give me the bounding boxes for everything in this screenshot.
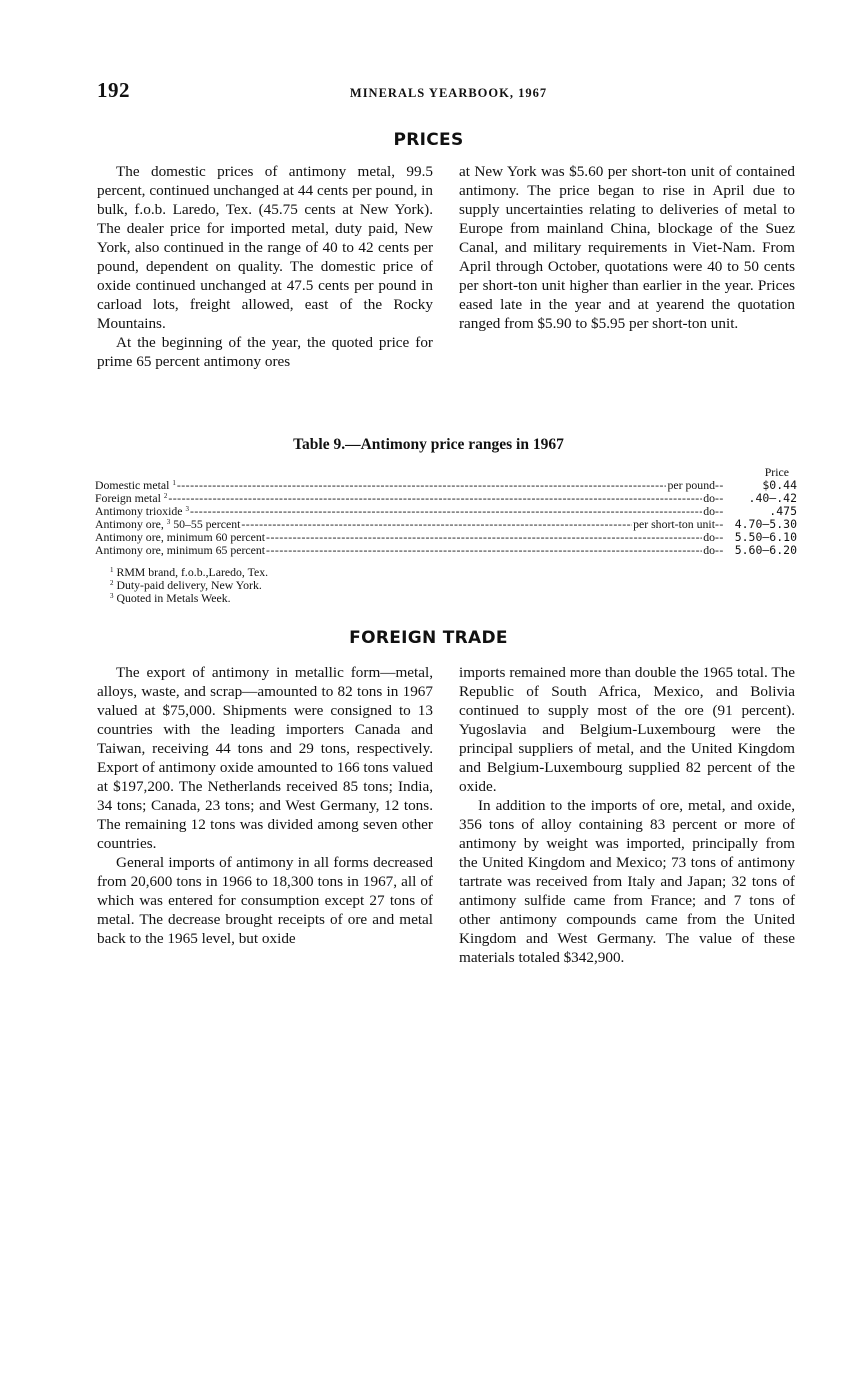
row-unit: per short-ton unit — [633, 516, 715, 531]
leader-dots — [715, 531, 723, 544]
foreign-trade-right-column — [459, 663, 795, 967]
row-unit: do — [703, 542, 715, 557]
paragraph: The domestic prices of antimony metal, 99.5 percent, continued unchanged at 44 cents per pound, in bulk, f.o.b. Laredo, Tex. (45.75 cents at New York). The dealer price for imported metal, duty paid, New York, also continued in the range of 40 to 42 cents per pound, dependent on quality. The domestic price of oxide continued unchanged at 47.5 cents per pound in carload lots, freight allowed, east of the Rocky Mountains. — [97, 163, 433, 332]
prices-heading: PRICES — [393, 130, 464, 150]
price-column-header: Price — [764, 465, 789, 479]
leader-dots — [715, 544, 723, 557]
paragraph: At the beginning of the year, the quoted price for prime 65 percent antimony ores — [97, 334, 433, 370]
foreign-trade-left-column — [97, 663, 433, 948]
leader-dots — [168, 492, 702, 505]
row-unit: per pound — [667, 478, 715, 492]
page-number: 192 — [97, 78, 130, 102]
row-label: Antimony ore, minimum 60 percent — [95, 529, 266, 544]
table-row — [95, 518, 797, 531]
row-unit: do — [703, 490, 715, 505]
paragraph: In addition to the imports of ore, metal, and oxide, 356 tons of alloy containing 83 percent or more of antimony by weight was imported, principally from the United Kingdom and Mexico; 73 tons of antimony tartrate was received from Italy and Japan; 32 tons of antimony sulfide came from France; and 7 tons of other antimony compounds came from the United Kingdom and West Germany. The value of these materials totaled $342,900. — [459, 797, 795, 966]
leader-dots — [715, 492, 723, 505]
leader-dots — [715, 505, 723, 518]
footnote-mark: 3 — [185, 504, 189, 513]
leader-dots — [266, 544, 702, 557]
row-price: 5.50–6.10 — [734, 529, 797, 544]
footnote: $^2$ Duty-paid delivery, New York. — [110, 578, 262, 592]
row-label: Foreign metal $^2$ — [95, 490, 168, 505]
footnote-mark: 1 — [172, 479, 176, 487]
row-unit: do — [703, 529, 715, 544]
leader-dots — [241, 518, 632, 531]
row-label: Antimony ore, $^3$ 50–55 percent — [95, 516, 241, 531]
row-price: 5.60–6.20 — [734, 542, 797, 557]
table-row — [95, 479, 797, 492]
prices-left-column — [97, 162, 433, 371]
price-table — [95, 466, 797, 556]
row-label: Antimony trioxide $^3$ — [95, 503, 189, 518]
footnote: $^1$ RMM brand, f.o.b.,Laredo, Tex. — [110, 565, 269, 579]
row-label: Domestic metal $^1$ — [95, 478, 176, 492]
footnote-mark: 2 — [163, 491, 168, 500]
leader-dots — [177, 479, 667, 492]
leader-dots — [190, 505, 702, 518]
leader-dots — [715, 518, 723, 531]
leader-dots — [266, 531, 702, 544]
footnote: $^3$ Quoted in Metals Week. — [110, 591, 231, 605]
row-price: .475 — [769, 503, 797, 518]
row-unit: do — [703, 503, 715, 518]
table-footnotes — [110, 566, 268, 605]
table-row — [95, 531, 797, 544]
table-title: Table 9.—Antimony price ranges in 1967 — [293, 436, 564, 453]
prices-right-column — [459, 162, 795, 333]
paragraph: General imports of antimony in all forms decreased from 20,600 tons in 1966 to 18,300 tons in 1967, all of which was entered for consumption except 27 tons of metal. The decrease brought receipts of ore and metal back to the 1965 level, but oxide — [97, 854, 433, 947]
paragraph: at New York was $5.60 per short-ton unit of contained antimony. The price began to rise in April due to supply uncertainties relating to deliveries of metal to Europe from mainland China, blockage of the Suez Canal, and military requirements in Viet-Nam. From April through October, quotations were 40 to 50 cents per short-ton unit higher than earlier in the year. Prices eased late in the year and at yearend the quotation ranged from $5.90 to $5.95 per short-ton unit. — [459, 163, 795, 332]
table-row — [95, 492, 797, 505]
row-label: Antimony ore, minimum 65 percent — [95, 542, 266, 557]
footnote-mark: 3 — [166, 517, 171, 526]
row-price: .40–.42 — [748, 490, 797, 505]
foreign-trade-heading: FOREIGN TRADE — [349, 628, 508, 648]
running-title: MINERALS YEARBOOK, 1967 — [349, 86, 548, 100]
leader-dots — [715, 479, 723, 492]
row-price: $0.44 — [762, 478, 797, 492]
paragraph: imports remained more than double the 1965 total. The Republic of South Africa, Mexico, and Bolivia continued to supply most of the ore (91 percent). Yugoslavia and Belgium-Luxembourg were the principal suppliers of metal, and the United Kingdom and Belgium-Luxembourg supplied 82 percent of the oxide. — [459, 664, 795, 795]
row-price: 4.70–5.30 — [734, 516, 797, 531]
paragraph: The export of antimony in metallic form—metal, alloys, waste, and scrap—amounted to 82 tons in 1967 valued at $75,000. Shipments were consigned to 13 countries with the leading importers Canada and Taiwan, receiving 44 tons and 29 tons, respectively. Export of antimony oxide amounted to 166 tons valued at $197,200. The Netherlands received 85 tons; India, 34 tons; Canada, 23 tons; and West Germany, 12 tons. The remaining 12 tons was divided among seven other countries. — [97, 664, 433, 852]
table-row — [95, 544, 797, 557]
